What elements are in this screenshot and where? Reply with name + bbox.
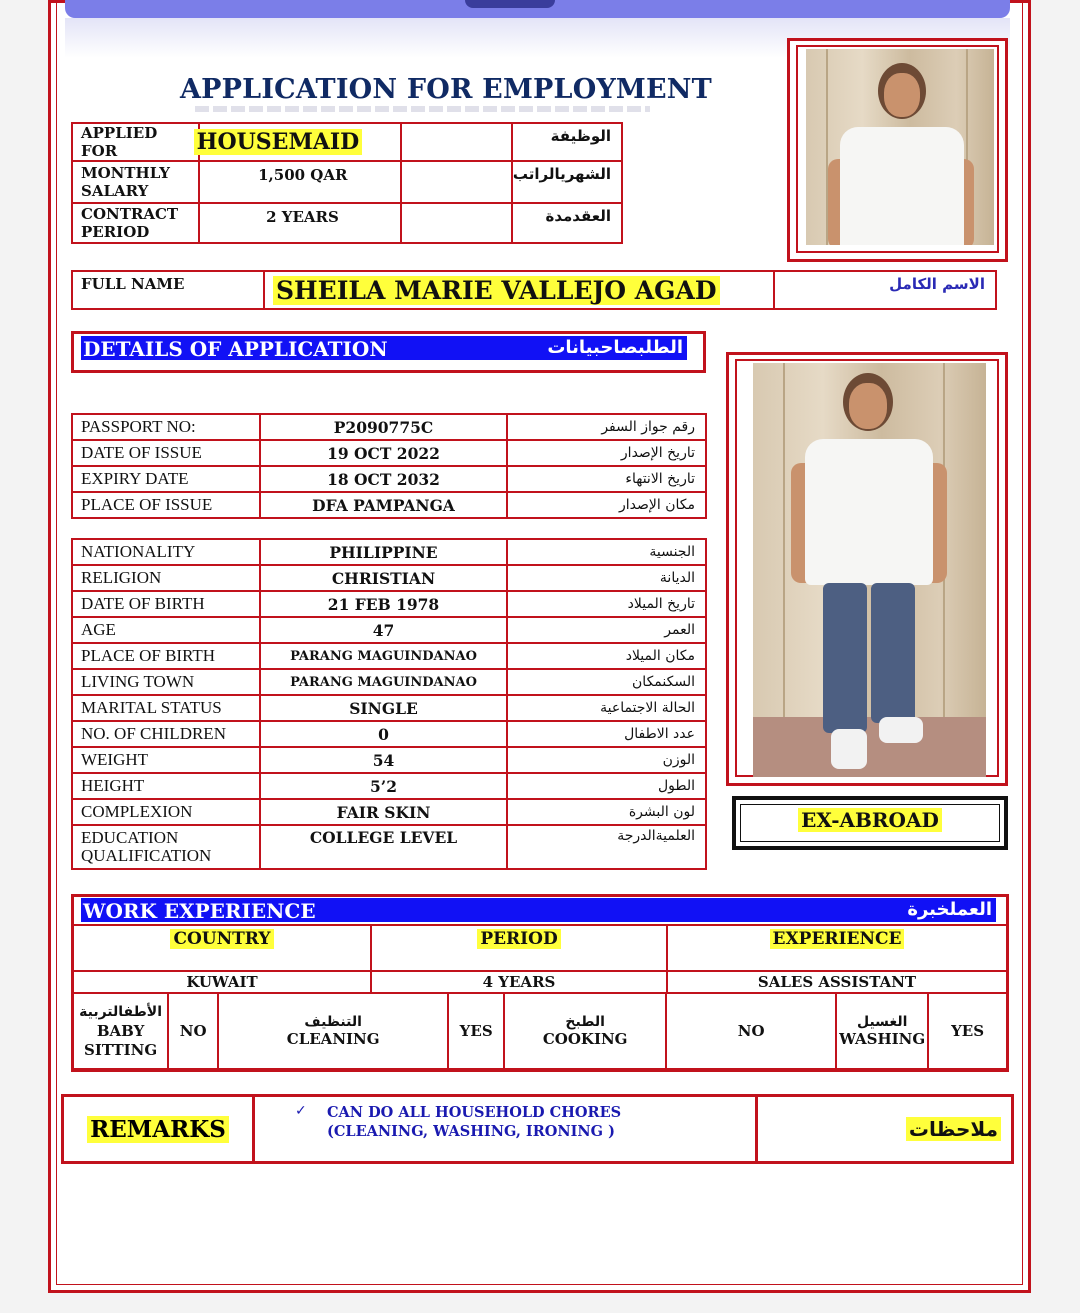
header-logo — [465, 0, 555, 8]
empty-cell — [401, 203, 512, 243]
issue-place-value: DFA PAMPANGA — [260, 492, 507, 518]
full-name-text: SHEILA MARIE VALLEJO AGAD — [273, 276, 720, 305]
passport-no-label: PASSPORT NO: — [72, 414, 260, 440]
passport-no-arabic: رقم جواز السفر — [507, 414, 706, 440]
skills-table — [72, 992, 1008, 1070]
weight-arabic: الوزن — [507, 747, 706, 773]
remarks-text-cell — [254, 1096, 757, 1163]
contract-label: CONTRACT PERIOD — [72, 203, 199, 243]
skill-cleaning-label: CLEANING — [286, 1030, 380, 1048]
title-reflection — [195, 106, 650, 112]
table-row — [72, 773, 706, 799]
nationality-label: NATIONALITY — [72, 539, 260, 565]
table-row — [72, 161, 622, 203]
full-body-photo-frame — [726, 352, 1008, 786]
living-town-label: LIVING TOWN — [72, 669, 260, 695]
personal-details-table — [71, 538, 707, 870]
details-header-label: DETAILS OF APPLICATION — [83, 337, 388, 361]
skill-baby-sitting-value: NO — [168, 993, 218, 1069]
children-arabic: عدد الاطفال — [507, 721, 706, 747]
empty-cell — [401, 161, 512, 203]
skill-cooking-label: COOKING — [542, 1030, 628, 1048]
marital-status-arabic: الحالة الاجتماعية — [507, 695, 706, 721]
religion-label: RELIGION — [72, 565, 260, 591]
experience-header — [667, 925, 1007, 971]
table-row — [73, 993, 1007, 1069]
table-row — [72, 565, 706, 591]
weight-label: WEIGHT — [72, 747, 260, 773]
skill-cleaning-value: YES — [448, 993, 504, 1069]
expiry-date-label: EXPIRY DATE — [72, 466, 260, 492]
salary-label: MONTHLY SALARY — [72, 161, 199, 203]
height-value: 5’2 — [260, 773, 507, 799]
full-name-arabic: الاسم الكامل — [774, 271, 996, 309]
remarks-table — [61, 1094, 1014, 1164]
children-label: NO. OF CHILDREN — [72, 721, 260, 747]
table-row — [73, 925, 1007, 971]
job-info-table — [71, 122, 623, 244]
form-title: APPLICATION FOR EMPLOYMENT — [180, 74, 712, 105]
dob-arabic: تاريخ الميلاد — [507, 591, 706, 617]
remarks-label-cell — [63, 1096, 254, 1163]
portrait-photo-frame — [787, 38, 1008, 262]
table-row — [72, 492, 706, 518]
skill-washing-arabic: الغسيل — [856, 1014, 908, 1030]
complexion-arabic: لون البشرة — [507, 799, 706, 825]
skill-cleaning — [218, 993, 448, 1069]
table-row — [63, 1096, 1013, 1163]
issue-date-arabic: تاريخ الإصدار — [507, 440, 706, 466]
contract-arabic: العقدمدة — [512, 203, 622, 243]
details-header — [81, 336, 687, 360]
complexion-label: COMPLEXION — [72, 799, 260, 825]
passport-table — [71, 413, 707, 519]
skill-washing-label: WASHING — [839, 1030, 926, 1048]
issue-date-label: DATE OF ISSUE — [72, 440, 260, 466]
nationality-arabic: الجنسية — [507, 539, 706, 565]
check-icon: ✓ — [295, 1103, 307, 1119]
marital-status-label: MARITAL STATUS — [72, 695, 260, 721]
table-row — [72, 825, 706, 869]
age-arabic: العمر — [507, 617, 706, 643]
height-label: HEIGHT — [72, 773, 260, 799]
issue-place-arabic: مكان الإصدار — [507, 492, 706, 518]
details-header-arabic: الطلبصاحبيانات — [547, 337, 683, 358]
experience-header-text: EXPERIENCE — [770, 929, 905, 949]
period-header — [371, 925, 667, 971]
table-row — [72, 695, 706, 721]
full-name-table — [71, 270, 997, 310]
age-label: AGE — [72, 617, 260, 643]
remarks-text: CAN DO ALL HOUSEHOLD CHORES (CLEANING, WASHING, IRONING ) — [327, 1104, 622, 1140]
applied-for-text: HOUSEMAID — [194, 129, 363, 155]
salary-value: 1,500 QAR — [199, 161, 401, 203]
remarks-arabic-cell — [757, 1096, 1013, 1163]
work-history-table — [72, 924, 1008, 994]
complexion-value: FAIR SKIN — [260, 799, 507, 825]
table-row — [72, 669, 706, 695]
dob-label: DATE OF BIRTH — [72, 591, 260, 617]
table-row — [72, 643, 706, 669]
children-value: 0 — [260, 721, 507, 747]
country-header-text: COUNTRY — [170, 929, 273, 949]
applied-for-label: APPLIED FOR — [72, 123, 199, 161]
age-value: 47 — [260, 617, 507, 643]
skill-baby-sitting — [73, 993, 168, 1069]
birthplace-label: PLACE OF BIRTH — [72, 643, 260, 669]
expiry-date-arabic: تاريخ الانتهاء — [507, 466, 706, 492]
issue-date-value: 19 OCT 2022 — [260, 440, 507, 466]
table-row — [72, 721, 706, 747]
ex-abroad-badge — [732, 796, 1008, 850]
remarks-label: REMARKS — [87, 1116, 229, 1143]
skill-cooking — [504, 993, 666, 1069]
skill-washing — [836, 993, 928, 1069]
height-arabic: الطول — [507, 773, 706, 799]
work-experience-header — [81, 898, 996, 922]
weight-value: 54 — [260, 747, 507, 773]
skill-baby-sitting-arabic: الأطفالتربية — [79, 1003, 163, 1020]
contract-value: 2 YEARS — [199, 203, 401, 243]
passport-no-value: P2090775C — [260, 414, 507, 440]
table-row — [72, 123, 622, 161]
full-name-label: FULL NAME — [72, 271, 264, 309]
salary-arabic: الشهريالراتب — [512, 161, 622, 203]
applied-for-value — [196, 123, 401, 161]
table-row — [72, 440, 706, 466]
religion-arabic: الديانة — [507, 565, 706, 591]
education-label: EDUCATION QUALIFICATION — [72, 825, 260, 869]
living-town-value: PARANG MAGUINDANAO — [260, 669, 507, 695]
full-body-photo — [753, 363, 986, 777]
applied-for-arabic: الوظيفة — [512, 123, 622, 161]
table-row — [72, 799, 706, 825]
experience-cell: SALES ASSISTANT — [667, 971, 1007, 993]
skill-cooking-value: NO — [666, 993, 836, 1069]
period-cell: 4 YEARS — [371, 971, 667, 993]
skill-baby-sitting-label: BABY SITTING — [84, 1021, 158, 1059]
skill-cooking-arabic: الطبخ — [565, 1014, 605, 1030]
marital-status-value: SINGLE — [260, 695, 507, 721]
country-cell: KUWAIT — [73, 971, 371, 993]
table-row — [72, 617, 706, 643]
birthplace-arabic: مكان الميلاد — [507, 643, 706, 669]
ex-abroad-text: EX-ABROAD — [798, 808, 942, 832]
dob-value: 21 FEB 1978 — [260, 591, 507, 617]
skill-washing-value: YES — [928, 993, 1007, 1069]
table-row — [72, 203, 622, 243]
table-row — [72, 414, 706, 440]
expiry-date-value: 18 OCT 2032 — [260, 466, 507, 492]
education-arabic: العلميةالدرجة — [507, 825, 706, 869]
table-row — [73, 971, 1007, 993]
nationality-value: PHILIPPINE — [260, 539, 507, 565]
table-row — [72, 466, 706, 492]
skill-cleaning-arabic: التنظيف — [304, 1014, 362, 1030]
table-row — [72, 271, 996, 309]
religion-value: CHRISTIAN — [260, 565, 507, 591]
birthplace-value: PARANG MAGUINDANAO — [260, 643, 507, 669]
period-header-text: PERIOD — [477, 929, 560, 949]
table-row — [72, 747, 706, 773]
country-header — [73, 925, 371, 971]
table-row — [72, 539, 706, 565]
work-experience-arabic: العملخبرة — [907, 899, 992, 920]
empty-cell — [401, 123, 512, 161]
education-value: COLLEGE LEVEL — [260, 825, 507, 869]
issue-place-label: PLACE OF ISSUE — [72, 492, 260, 518]
table-row — [72, 591, 706, 617]
full-name-value — [264, 271, 774, 309]
remarks-arabic: ملاحظات — [906, 1117, 1001, 1141]
work-experience-label: WORK EXPERIENCE — [83, 899, 316, 923]
portrait-photo — [806, 49, 994, 245]
living-town-arabic: السكنمكان — [507, 669, 706, 695]
